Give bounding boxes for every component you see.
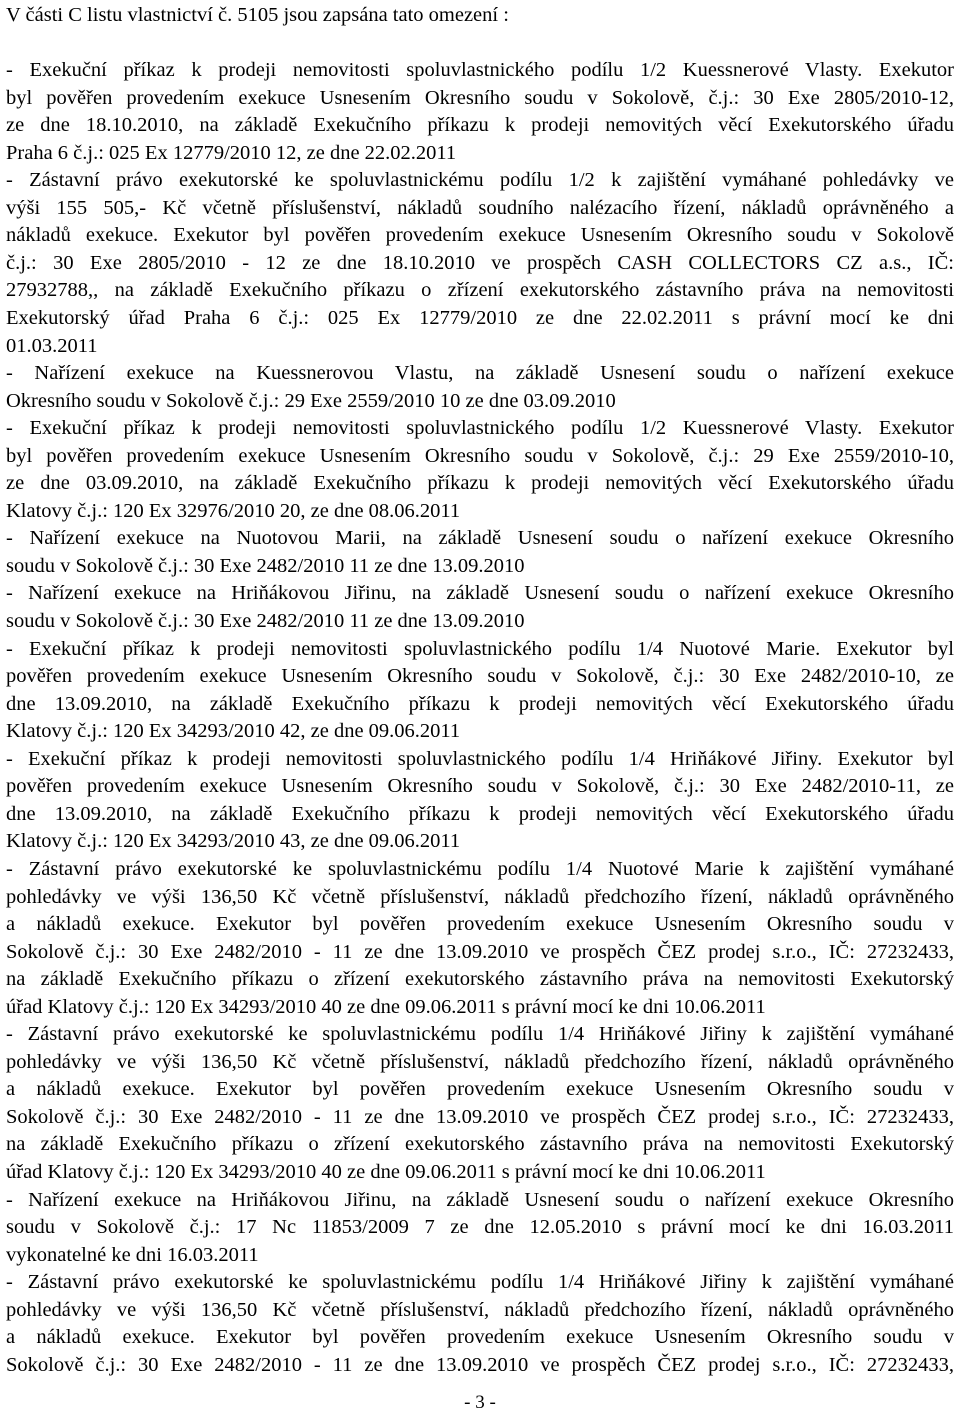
text-line: a nákladů exekuce. Exekutor byl pověřen provedením exekuce Usnesením Okresního soudu v	[6, 1078, 954, 1101]
page-number: - 3 -	[464, 1392, 496, 1413]
text-line: 27932788,, na základě Exekučního příkazu o zřízení exekutorského zástavního práva na nemovitosti	[6, 279, 954, 302]
intro-heading: V části C listu vlastnictví č. 5105 jsou zapsána tato omezení :	[6, 4, 509, 26]
text-line: výši 155 505,- Kč včetně příslušenství, nákladů soudního nalézacího řízení, nákladů oprávněného a	[6, 196, 954, 219]
text-line: Sokolově č.j.: 30 Exe 2482/2010 - 11 ze dne 13.09.2010 ve prospěch ČEZ prodej s.r.o., IČ: 27232433,	[6, 1353, 954, 1376]
text-line: ze dne 03.09.2010, na základě Exekučního příkazu k prodeji nemovitých věcí Exekutorského úřadu	[6, 472, 954, 495]
text-line: - Exekuční příkaz k prodeji nemovitosti spoluvlastnického podílu 1/2 Kuessnerové Vlasty. Exekutor	[6, 59, 954, 82]
text-line: ze dne 18.10.2010, na základě Exekučního příkazu k prodeji nemovitých věcí Exekutorského úřadu	[6, 114, 954, 137]
document-body	[6, 2, 954, 1379]
text-line: - Zástavní právo exekutorské ke spoluvlastnickému podílu 1/4 Hriňákové Jiřiny k zajištění vymáhané	[6, 1023, 954, 1046]
text-line: - Zástavní právo exekutorské ke spoluvlastnickému podílu 1/4 Hriňákové Jiřiny k zajištění vymáhané	[6, 1271, 954, 1294]
text-line: soudu v Sokolově č.j.: 30 Exe 2482/2010 11 ze dne 13.09.2010	[6, 610, 525, 633]
text-line: vykonatelné ke dni 16.03.2011	[6, 1243, 259, 1266]
text-line: - Zástavní právo exekutorské ke spoluvlastnickému podílu 1/4 Nuotové Marie k zajištění vymáhané	[6, 857, 954, 880]
text-line: Exekutorský úřad Praha 6 č.j.: 025 Ex 12779/2010 ze dne 22.02.2011 s právní mocí ke dni	[6, 307, 954, 330]
text-line: a nákladů exekuce. Exekutor byl pověřen provedením exekuce Usnesením Okresního soudu v	[6, 913, 954, 936]
text-line: pohledávky ve výši 136,50 Kč včetně příslušenství, nákladů předchozího řízení, nákladů oprávněného	[6, 885, 954, 908]
text-line: - Exekuční příkaz k prodeji nemovitosti spoluvlastnického podílu 1/4 Nuotové Marie. Exekutor byl	[6, 637, 954, 660]
text-line: Klatovy č.j.: 120 Ex 32976/2010 20, ze dne 08.06.2011	[6, 499, 461, 522]
text-line: dne 13.09.2010, na základě Exekučního příkazu k prodeji nemovitých věcí Exekutorského úřadu	[6, 802, 954, 825]
text-line: - Nařízení exekuce na Nuotovou Marii, na základě Usnesení soudu o nařízení exekuce Okresního	[6, 527, 954, 550]
text-line: a nákladů exekuce. Exekutor byl pověřen provedením exekuce Usnesením Okresního soudu v	[6, 1326, 954, 1349]
text-line: pověřen provedením exekuce Usnesením Okresního soudu v Sokolově, č.j.: 30 Exe 2482/2010-11, ze	[6, 775, 954, 798]
text-line: pověřen provedením exekuce Usnesením Okresního soudu v Sokolově, č.j.: 30 Exe 2482/2010-10, ze	[6, 665, 954, 688]
text-line: Praha 6 č.j.: 025 Ex 12779/2010 12, ze dne 22.02.2011	[6, 141, 457, 164]
text-line: Sokolově č.j.: 30 Exe 2482/2010 - 11 ze dne 13.09.2010 ve prospěch ČEZ prodej s.r.o., IČ: 27232433,	[6, 1105, 954, 1128]
text-line: Klatovy č.j.: 120 Ex 34293/2010 42, ze dne 09.06.2011	[6, 720, 461, 743]
text-line: - Exekuční příkaz k prodeji nemovitosti spoluvlastnického podílu 1/2 Kuessnerové Vlasty. Exekutor	[6, 417, 954, 440]
text-line: soudu v Sokolově č.j.: 17 Nc 11853/2009 7 ze dne 12.05.2010 s právní mocí ke dni 16.03.2011	[6, 1216, 954, 1239]
text-line: - Nařízení exekuce na Hriňákovou Jiřinu, na základě Usnesení soudu o nařízení exekuce Okresního	[6, 1188, 954, 1211]
text-line: č.j.: 30 Exe 2805/2010 - 12 ze dne 18.10.2010 ve prospěch CASH COLLECTORS CZ a.s., IČ:	[6, 251, 954, 274]
text-line: - Nařízení exekuce na Hriňákovou Jiřinu, na základě Usnesení soudu o nařízení exekuce Okresního	[6, 582, 954, 605]
text-line: 01.03.2011	[6, 334, 98, 357]
text-line: úřad Klatovy č.j.: 120 Ex 34293/2010 40 ze dne 09.06.2011 s právní mocí ke dni 10.06.2011	[6, 1160, 766, 1183]
text-line: - Exekuční příkaz k prodeji nemovitosti spoluvlastnického podílu 1/4 Hriňákové Jiřiny. Exekutor byl	[6, 747, 954, 770]
text-line: dne 13.09.2010, na základě Exekučního příkazu k prodeji nemovitých věcí Exekutorského úřadu	[6, 692, 954, 715]
text-line: Sokolově č.j.: 30 Exe 2482/2010 - 11 ze dne 13.09.2010 ve prospěch ČEZ prodej s.r.o., IČ: 27232433,	[6, 940, 954, 963]
text-line: nákladů exekuce. Exekutor byl pověřen provedením exekuce Usnesením Okresního soudu v Sokolově	[6, 224, 954, 247]
text-line: byl pověřen provedením exekuce Usnesením Okresního soudu v Sokolově, č.j.: 30 Exe 2805/2010-12,	[6, 86, 954, 109]
text-line: Klatovy č.j.: 120 Ex 34293/2010 43, ze dne 09.06.2011	[6, 830, 461, 853]
text-line: Okresního soudu v Sokolově č.j.: 29 Exe 2559/2010 10 ze dne 03.09.2010	[6, 389, 616, 412]
text-line: pohledávky ve výši 136,50 Kč včetně příslušenství, nákladů předchozího řízení, nákladů oprávněného	[6, 1050, 954, 1073]
text-line: na základě Exekučního příkazu o zřízení exekutorského zástavního práva na nemovitosti Exekutorský	[6, 968, 954, 991]
text-line: byl pověřen provedením exekuce Usnesením Okresního soudu v Sokolově, č.j.: 29 Exe 2559/2010-10,	[6, 444, 954, 467]
blank-line	[6, 30, 954, 58]
text-line: - Zástavní právo exekutorské ke spoluvlastnickému podílu 1/2 k zajištění vymáhané pohledávky ve	[6, 169, 954, 192]
text-line: na základě Exekučního příkazu o zřízení exekutorského zástavního práva na nemovitosti Exekutorský	[6, 1133, 954, 1156]
text-line: pohledávky ve výši 136,50 Kč včetně příslušenství, nákladů předchozího řízení, nákladů oprávněného	[6, 1298, 954, 1321]
text-line: soudu v Sokolově č.j.: 30 Exe 2482/2010 11 ze dne 13.09.2010	[6, 554, 525, 577]
text-line: - Nařízení exekuce na Kuessnerovou Vlastu, na základě Usnesení soudu o nařízení exekuce	[6, 362, 954, 385]
text-line: úřad Klatovy č.j.: 120 Ex 34293/2010 40 ze dne 09.06.2011 s právní mocí ke dni 10.06.2011	[6, 995, 766, 1018]
